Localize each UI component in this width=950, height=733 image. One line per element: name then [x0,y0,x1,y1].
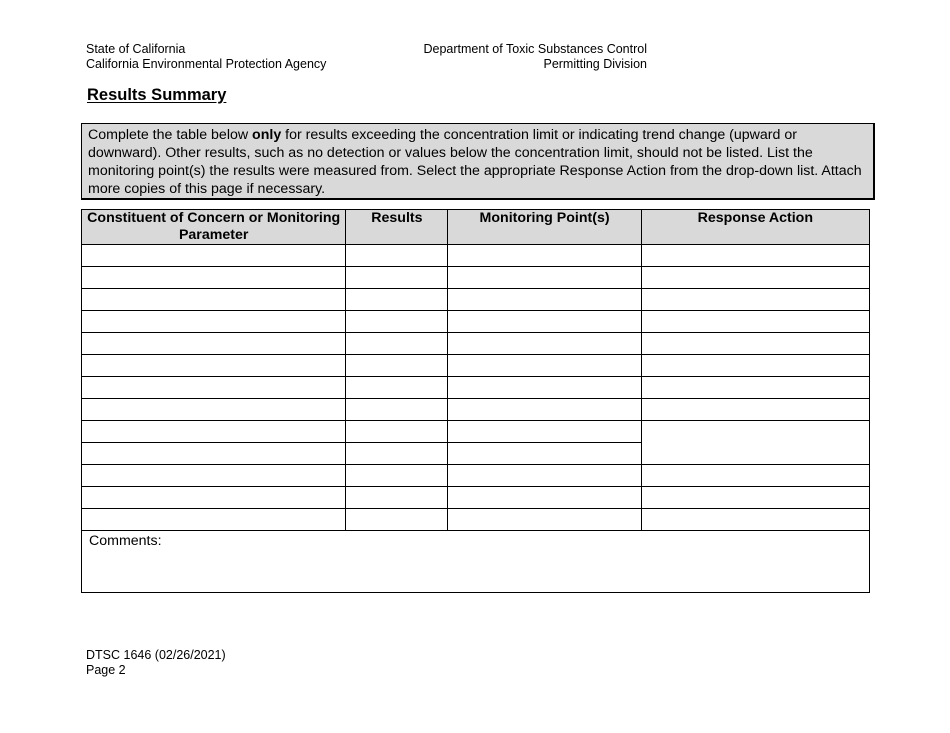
results-field[interactable] [346,421,448,443]
instructions-emphasis: only [252,127,282,143]
results-field[interactable] [346,399,448,421]
division-name: Permitting Division [543,56,647,71]
table-row [82,465,870,487]
header-results: Results [346,210,448,245]
table-row [82,487,870,509]
response-action-dropdown[interactable] [641,465,869,487]
agency-header [86,42,326,71]
response-action-dropdown[interactable] [641,267,869,289]
response-action-dropdown[interactable] [641,333,869,355]
results-field[interactable] [346,443,448,465]
form-footer [86,648,226,678]
table-header-row [82,210,870,245]
constituent-field[interactable] [82,399,346,421]
response-action-dropdown[interactable] [641,421,869,465]
constituent-field[interactable] [82,245,346,267]
response-action-dropdown[interactable] [641,399,869,421]
results-field[interactable] [346,289,448,311]
monitoring-point-field[interactable] [448,245,641,267]
monitoring-point-field[interactable] [448,399,641,421]
agency-name: California Environmental Protection Agency [86,56,327,71]
page-number: Page 2 [86,663,126,677]
results-field[interactable] [346,377,448,399]
instructions-text [88,126,873,198]
department-header [424,42,648,71]
form-id: DTSC 1646 (02/26/2021) [86,648,226,662]
response-action-dropdown[interactable] [641,509,869,531]
header-constituent: Constituent of Concern or Monitoring Parameter [82,210,346,245]
table-row [82,399,870,421]
results-table [81,209,870,593]
constituent-field[interactable] [82,443,346,465]
constituent-field[interactable] [82,289,346,311]
table-row [82,355,870,377]
response-action-dropdown[interactable] [641,289,869,311]
table-row [82,333,870,355]
monitoring-point-field[interactable] [448,289,641,311]
results-field[interactable] [346,267,448,289]
department-name: Department of Toxic Substances Control [423,42,647,56]
results-field[interactable] [346,509,448,531]
response-action-dropdown[interactable] [641,245,869,267]
constituent-field[interactable] [82,333,346,355]
constituent-field[interactable] [82,487,346,509]
monitoring-point-field[interactable] [448,443,641,465]
results-field[interactable] [346,355,448,377]
results-field[interactable] [346,245,448,267]
header-monitoring-points: Monitoring Point(s) [448,210,641,245]
results-field[interactable] [346,333,448,355]
results-field[interactable] [346,311,448,333]
constituent-field[interactable] [82,421,346,443]
constituent-field[interactable] [82,267,346,289]
table-row [82,267,870,289]
monitoring-point-field[interactable] [448,377,641,399]
constituent-field[interactable] [82,355,346,377]
monitoring-point-field[interactable] [448,311,641,333]
page-title: Results Summary [87,86,227,104]
response-action-dropdown[interactable] [641,311,869,333]
constituent-field[interactable] [82,311,346,333]
monitoring-point-field[interactable] [448,333,641,355]
monitoring-point-field[interactable] [448,421,641,443]
results-field[interactable] [346,465,448,487]
response-action-dropdown[interactable] [641,377,869,399]
response-action-dropdown[interactable] [641,355,869,377]
instructions-box [81,123,875,200]
table-row [82,509,870,531]
state-name: State of California [86,42,186,56]
response-action-dropdown[interactable] [641,487,869,509]
instructions-lead: Complete the table below [88,127,253,143]
monitoring-point-field[interactable] [448,487,641,509]
results-field[interactable] [346,487,448,509]
table-row [82,311,870,333]
comments-field[interactable] [82,531,870,593]
table-row [82,421,870,443]
constituent-field[interactable] [82,465,346,487]
comments-label: Comments: [89,533,162,549]
monitoring-point-field[interactable] [448,465,641,487]
constituent-field[interactable] [82,509,346,531]
table-row [82,289,870,311]
monitoring-point-field[interactable] [448,355,641,377]
table-row [82,377,870,399]
comments-row [82,531,870,593]
header-response-action: Response Action [641,210,869,245]
constituent-field[interactable] [82,377,346,399]
instructions-body: for results exceeding the concentration limit or indicating trend change (upward or downward). Other results, such as no detection or values below the concentration limit, should not be listed. List the monitoring point(s) the results were measured from. Select the appropriate Response Action from the drop-down list. Attach more copies of this page if necessary. [88,127,862,197]
monitoring-point-field[interactable] [448,267,641,289]
table-row [82,245,870,267]
monitoring-point-field[interactable] [448,509,641,531]
